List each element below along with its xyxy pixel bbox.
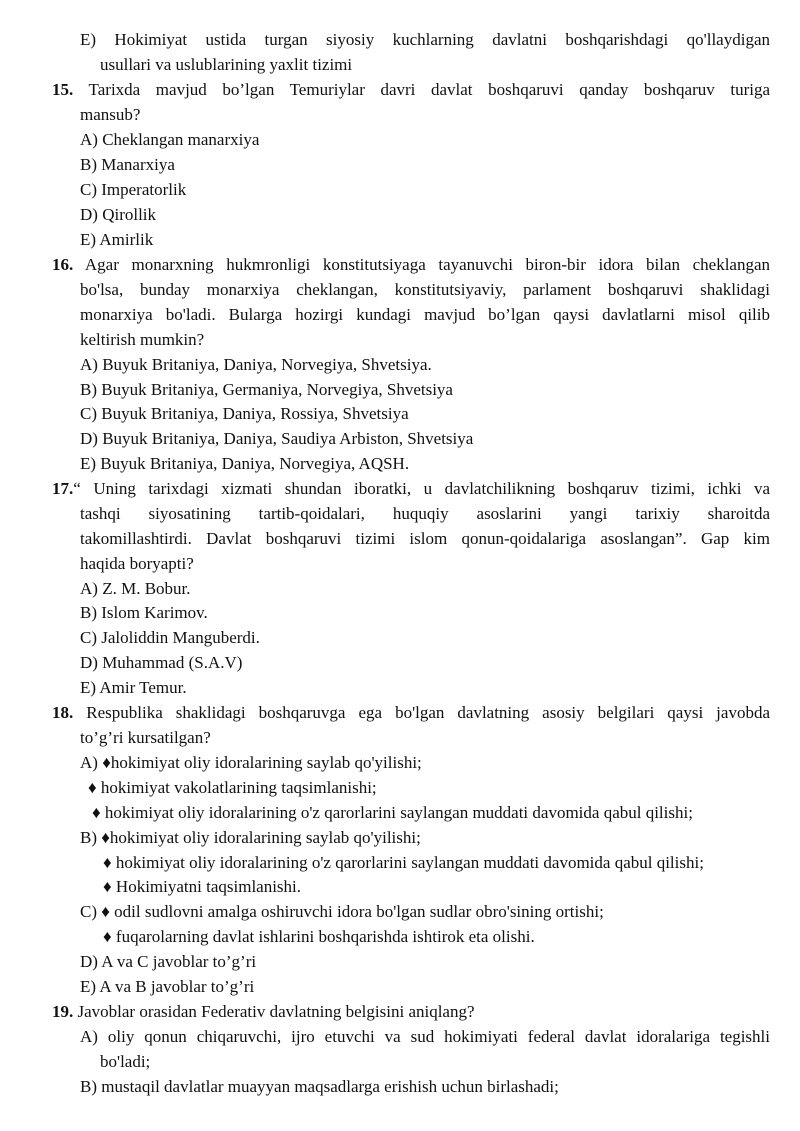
question-text: “ Uning tarixdagi xizmati shundan iboratki, u davlatchilikning boshqaruv tizimi, ichki va	[73, 479, 770, 498]
option-a-bullet: ♦ hokimiyat oliy idoralarining o'z qarorlarini saylangan muddati davomida qabul qilishi;	[92, 803, 693, 822]
question-text: Tarixda mavjud bo’lgan Temuriylar davri davlat boshqaruvi qanday boshqaruv turiga	[88, 80, 770, 99]
question-17	[52, 479, 770, 499]
question-17-cont: haqida boryapti?	[80, 554, 194, 573]
option-a: A) Cheklangan manarxiya	[80, 130, 260, 149]
option-d: D) A va C javoblar to’g’ri	[80, 952, 257, 971]
question-16-cont: monarxiya bo'ladi. Bularga hozirgi kundagi mavjud bo’lgan qaysi davlatlarni misol qilib	[80, 305, 770, 324]
option-c: C) Imperatorlik	[80, 180, 187, 199]
question-number: 17.	[52, 479, 74, 498]
option-d: D) Buyuk Britaniya, Daniya, Saudiya Arbiston, Shvetsiya	[80, 429, 474, 448]
option-b: B) Buyuk Britaniya, Germaniya, Norvegiya, Shvetsiya	[80, 380, 453, 399]
question-number: 19.	[52, 1002, 74, 1021]
option-b: B) mustaqil davlatlar muayyan maqsadlarga erishish uchun birlashadi;	[80, 1077, 559, 1096]
option-a-bullet: ♦ hokimiyat vakolatlarining taqsimlanishi;	[88, 778, 377, 797]
question-17-cont: takomillashtirdi. Davlat boshqaruvi tizimi islom qonun-qoidalariga asoslangan”. Gap kim	[80, 529, 770, 548]
option-e: E) Amirlik	[80, 230, 154, 249]
option-a: A) ♦hokimiyat oliy idoralarining saylab qo'yilishi;	[80, 753, 422, 772]
option-d: D) Muhammad (S.A.V)	[80, 653, 243, 672]
question-number: 16.	[52, 255, 74, 274]
question-19	[52, 1002, 475, 1022]
option-d: D) Qirollik	[80, 205, 157, 224]
option-a: A) Buyuk Britaniya, Daniya, Norvegiya, Shvetsiya.	[80, 355, 432, 374]
question-number: 18.	[52, 703, 74, 722]
question-text: Agar monarxning hukmronligi konstitutsiyaga tayanuvchi biron-bir idora bilan cheklangan	[84, 255, 771, 274]
option-b: B) Islom Karimov.	[80, 603, 208, 622]
option-c: C) ♦ odil sudlovni amalga oshiruvchi idora bo'lgan sudlar obro'sining ortishi;	[80, 902, 604, 921]
option-e-q14-cont: usullari va uslublarining yaxlit tizimi	[100, 55, 353, 74]
question-18	[52, 703, 770, 723]
question-15	[52, 80, 770, 100]
option-b-bullet: ♦ Hokimiyatni taqsimlanishi.	[103, 877, 302, 896]
option-e: E) Amir Temur.	[80, 678, 187, 697]
option-e-q14: E) Hokimiyat ustida turgan siyosiy kuchlarning davlatni boshqarishdagi qo'llaydigan	[80, 30, 770, 49]
question-text: Respublika shaklidagi boshqaruvga ega bo'lgan davlatning asosiy belgilari qaysi javobda	[86, 703, 770, 722]
question-text: Javoblar orasidan Federativ davlatning belgisini aniqlang?	[77, 1002, 475, 1021]
option-b: B) ♦hokimiyat oliy idoralarining saylab qo'yilishi;	[80, 828, 421, 847]
option-a-cont: bo'ladi;	[100, 1052, 151, 1071]
option-a: A) Z. M. Bobur.	[80, 579, 191, 598]
option-c: C) Buyuk Britaniya, Daniya, Rossiya, Shvetsiya	[80, 404, 409, 423]
option-b: B) Manarxiya	[80, 155, 175, 174]
question-16	[52, 255, 770, 275]
question-16-cont: bo'lsa, bunday monarxiya cheklangan, konstitutsiyaviy, parlament boshqaruvi shaklidagi	[80, 280, 770, 299]
question-16-cont: keltirish mumkin?	[80, 330, 205, 349]
question-17-cont: tashqi siyosatining tartib-qoidalari, huquqiy asoslarini yangi tarixiy sharoitda	[80, 504, 770, 523]
option-e: E) Buyuk Britaniya, Daniya, Norvegiya, AQSH.	[80, 454, 410, 473]
option-c-bullet: ♦ fuqarolarning davlat ishlarini boshqarishda ishtirok eta olishi.	[103, 927, 535, 946]
option-e: E) A va B javoblar to’g’ri	[80, 977, 255, 996]
question-15-cont: mansub?	[80, 105, 141, 124]
option-b-bullet: ♦ hokimiyat oliy idoralarining o'z qarorlarini saylangan muddati davomida qabul qilishi;	[103, 853, 704, 872]
question-number: 15.	[52, 80, 74, 99]
option-c: C) Jaloliddin Manguberdi.	[80, 628, 260, 647]
question-18-cont: to’g’ri kursatilgan?	[80, 728, 211, 747]
option-a: A) oliy qonun chiqaruvchi, ijro etuvchi va sud hokimiyati federal davlat idoralariga tegishli	[80, 1027, 770, 1046]
